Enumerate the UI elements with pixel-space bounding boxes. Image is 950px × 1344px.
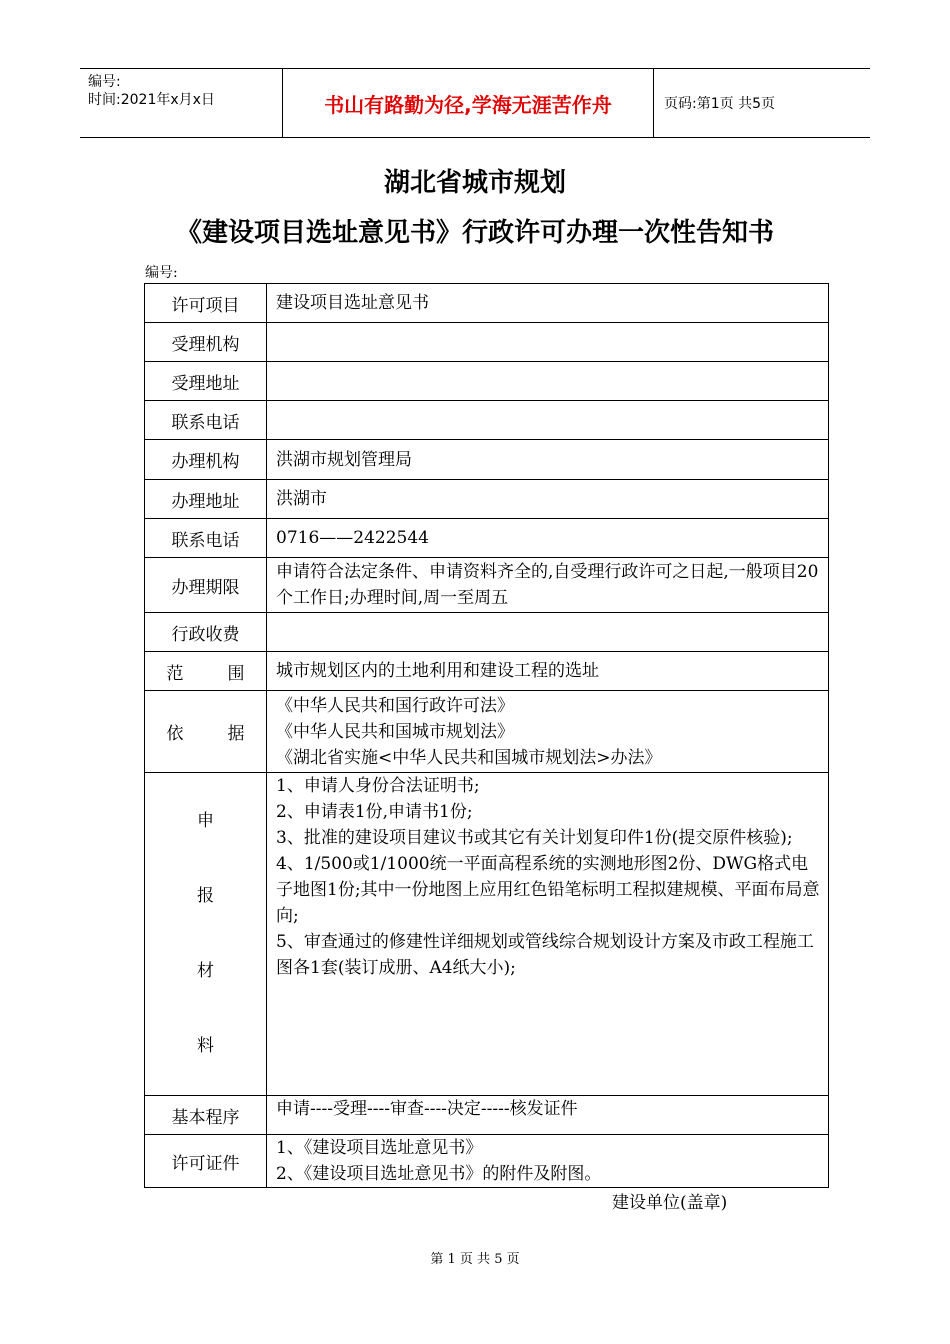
signature-line: 建设单位(盖章) (612, 1193, 728, 1213)
header-motto: 书山有路勤为径,学海无涯苦作舟 (282, 69, 654, 137)
table-row (145, 613, 829, 652)
table-row (145, 652, 829, 691)
row-label: 办理机构 (145, 440, 267, 480)
table-row (145, 323, 829, 362)
label-char: 围 (227, 663, 245, 684)
document-title-line2: 《建设项目选址意见书》行政许可办理一次性告知书 (175, 218, 774, 248)
basis-list (267, 691, 829, 773)
row-value: 建设项目选址意见书 (267, 284, 829, 323)
page-footer: 第 1 页 共 5 页 (430, 1252, 520, 1267)
materials-item: 2、申请表1份,申请书1份; (276, 802, 473, 822)
row-label: 基本程序 (145, 1096, 267, 1135)
row-label-scope (145, 652, 267, 691)
label-char: 材 (197, 961, 214, 981)
certificate-item: 2、《建设项目选址意见书》的附件及附图。 (276, 1164, 602, 1184)
table-row-materials (145, 773, 829, 1096)
document-header (80, 68, 870, 138)
label-char: 依 (166, 724, 184, 744)
table-row (145, 480, 829, 519)
table-row (145, 519, 829, 558)
row-value (267, 401, 829, 440)
row-label-materials (145, 773, 267, 1096)
row-label: 办理期限 (145, 558, 267, 613)
table-row (145, 558, 829, 613)
row-value (267, 362, 829, 401)
row-value: 洪湖市规划管理局 (267, 440, 829, 480)
table-row-certificate (145, 1135, 829, 1188)
row-value: 申请符合法定条件、申请资料齐全的,自受理行政许可之日起,一般项目20个工作日;办理时间,周一至周五 (267, 558, 829, 613)
row-label: 许可项目 (145, 284, 267, 323)
serial-number-label: 编号: (145, 265, 178, 281)
row-label: 联系电话 (145, 401, 267, 440)
row-value: 0716——2422544 (267, 519, 829, 558)
table-row (145, 401, 829, 440)
materials-item: 1、申请人身份合法证明书; (276, 776, 480, 796)
table-row (145, 284, 829, 323)
certificate-item: 1、《建设项目选址意见书》 (276, 1138, 483, 1158)
row-label-basis (145, 691, 267, 773)
basis-item: 《湖北省实施<中华人民共和国城市规划法>办法》 (276, 747, 662, 768)
materials-item: 5、审查通过的修建性详细规划或管线综合规划设计方案及市政工程施工图各1套(装订成册、A4纸大小); (276, 932, 814, 978)
label-char: 申 (197, 811, 214, 831)
header-page-info: 页码:第1页 共5页 (664, 96, 775, 112)
materials-item: 4、1/500或1/1000统一平面高程系统的实测地形图2份、DWG格式电子地图1份;其中一份地图上应用红色铅笔标明工程拟建规模、平面布局意向; (276, 854, 820, 926)
table-row (145, 1096, 829, 1135)
row-value: 申请----受理----审查----决定-----核发证件 (267, 1096, 829, 1135)
row-value (267, 613, 829, 652)
row-label: 受理机构 (145, 323, 267, 362)
table-row (145, 362, 829, 401)
table-row-basis (145, 691, 829, 773)
label-char: 据 (227, 724, 245, 744)
row-value: 城市规划区内的土地利用和建设工程的选址 (267, 652, 829, 691)
materials-item: 3、批准的建设项目建议书或其它有关计划复印件1份(提交原件核验); (276, 828, 793, 848)
row-label: 办理地址 (145, 480, 267, 519)
certificate-list (267, 1135, 829, 1188)
row-label: 受理地址 (145, 362, 267, 401)
header-serial-label: 编号: (88, 74, 121, 90)
header-meta-cell (80, 69, 282, 137)
header-time-label: 时间:2021年x月x日 (88, 92, 215, 108)
row-label: 许可证件 (145, 1135, 267, 1188)
notice-table (144, 283, 829, 1188)
basis-item: 《中华人民共和国行政许可法》 (276, 695, 514, 716)
row-label: 联系电话 (145, 519, 267, 558)
row-label: 行政收费 (145, 613, 267, 652)
label-char: 范 (166, 663, 184, 684)
table-row (145, 440, 829, 480)
label-char: 料 (197, 1036, 214, 1056)
materials-list (267, 773, 829, 1096)
row-value: 洪湖市 (267, 480, 829, 519)
label-char: 报 (197, 886, 214, 906)
basis-item: 《中华人民共和国城市规划法》 (276, 721, 514, 742)
document-title-line1: 湖北省城市规划 (383, 168, 566, 198)
row-value (267, 323, 829, 362)
